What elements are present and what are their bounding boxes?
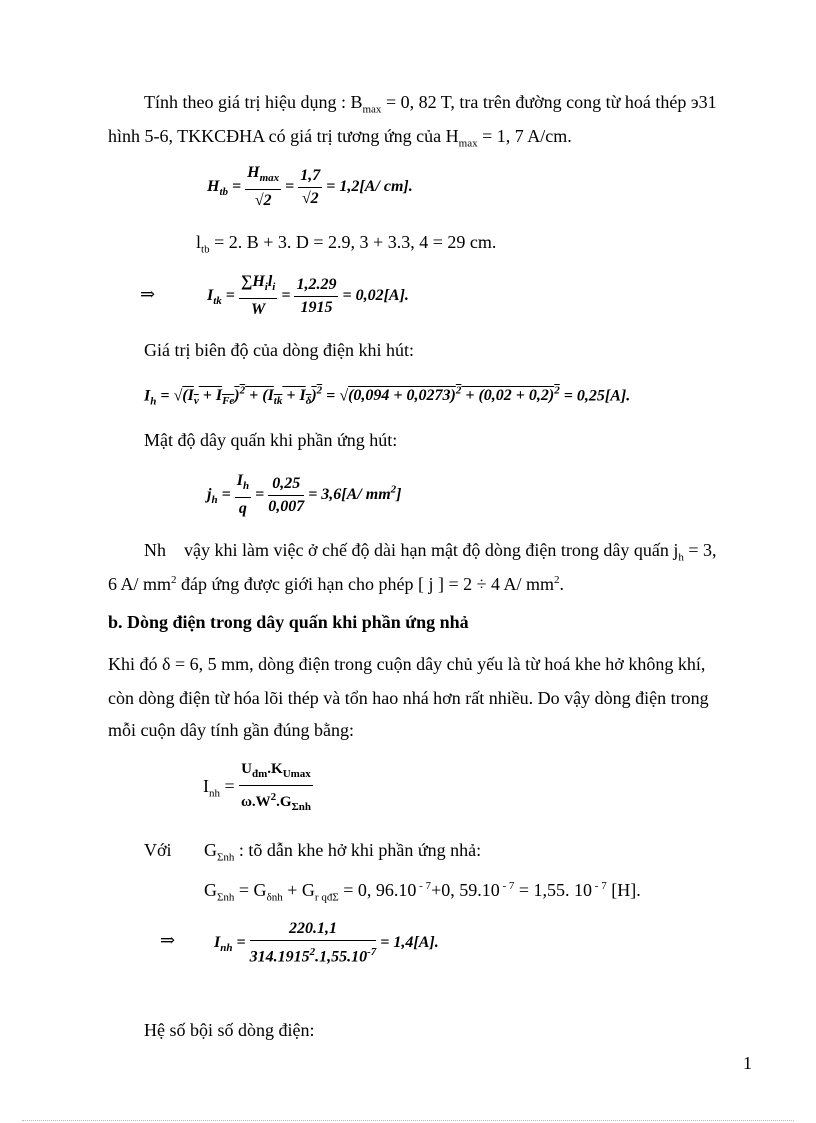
paragraph-line: 6 A/ $mm^2$ đáp ứng được giới hạn cho phép [ j ] = 2 ÷ 4 A/ $mm^2$.	[108, 574, 565, 594]
paragraph-line: mỗi cuộn dây tính gần đúng bằng:	[108, 720, 354, 740]
fraction: $\frac{I_h}{q}$	[236, 472, 250, 518]
paragraph-line: Nh vậy khi làm việc ở chế độ dài hạn mật độ dòng điện trong dây quấn $j_h = 3$,	[144, 540, 717, 564]
fraction: $\frac{1,2.29}{1915}$	[296, 275, 337, 316]
fraction: $\frac{\sum H_il_i}{W}$	[240, 273, 276, 319]
formula-i-nh-result: $I_{nh}$ = $\frac{220.1,1}{314.1915^2.1,55.10^{-7}}$ = 1,4[A].	[214, 918, 439, 968]
fraction: $\frac{220.1,1}{314.1915^2.1,55.10^{-7}}$	[249, 920, 377, 966]
footer-divider	[22, 1120, 794, 1121]
paragraph-line: Với	[144, 840, 172, 860]
formula-i-tk: $I_{tk}$ = $\frac{\sum H_il_i}{W}$ = $\frac{1,2.29}{1915}$ = 0,02[A].	[207, 271, 409, 321]
paragraph-line: Hệ số bội số dòng điện:	[144, 1020, 315, 1040]
paragraph-line: Mật độ dây quấn khi phần ứng hút:	[144, 430, 398, 450]
fraction: $\frac{0,25}{0,007}$	[268, 474, 305, 515]
formula-i-h: $I_h = √(I_v + I_{Fe})^2 + (I_{tk} + I_\delta)^2 = √(0,094 + 0,0273)^2 + (0,02 + 0,2)^2 = 0,25[A]$.	[144, 385, 631, 408]
fraction: $\frac{H_{max}}{√2}$	[247, 164, 280, 210]
implies-arrow: ⇒	[160, 930, 176, 950]
paragraph-line: $G_{\Sigma nh}$ : tõ dẫn khe hở khi phần ứng nhả:	[204, 840, 482, 864]
paragraph-line: còn dòng điện từ hóa lõi thép và tổn hao nhá hơn rất nhiều. Do vậy dòng điện trong	[108, 688, 709, 708]
paragraph-line: Khi đó δ = 6, 5 mm, dòng điện trong cuộn dây chủ yếu là từ hoá khe hở không khí,	[108, 654, 706, 674]
formula-h-tb: $H_{tb}$ = $\frac{H_{max}}{√2}$ = $\frac{1,7}{√2}$ = 1,2[A/ cm].	[207, 162, 413, 212]
section-heading: b. Dòng điện trong dây quấn khi phần ứng nhả	[108, 612, 469, 632]
implies-arrow: ⇒	[140, 284, 156, 304]
formula-i-nh: $I_{nh}$ = $\frac{U_{đm}.K_{Umax}}{\omega.W^2.G_{\Sigma nh}}$	[203, 758, 313, 818]
paragraph-line: hình 5-6, TKKCĐHA có giá trị tương ứng của $H_{max} = 1$, 7 A/cm.	[108, 126, 572, 150]
formula-l-tb: $l_{tb} = 2$. B + 3. D = 2.9, 3 + 3.3, 4 = 29 cm.	[196, 232, 497, 256]
page-number: 1	[743, 1053, 752, 1073]
formula-j-h: $j_h$ = $\frac{I_h}{q}$ = $\frac{0,25}{0,007}$ = 3,6[A/ $mm^2$]	[207, 470, 401, 520]
paragraph-line: Tính theo giá trị hiệu dụng : $B_{max} = 0$, 82 T, tra trên đường cong từ hoá thép э31	[144, 92, 717, 116]
fraction: $\frac{U_{đm}.K_{Umax}}{\omega.W^2.G_{\Sigma nh}}$	[239, 758, 313, 818]
fraction: $\frac{1,7}{√2}$	[300, 166, 321, 207]
paragraph-line: Giá trị biên độ của dòng điện khi hút:	[144, 340, 414, 360]
formula-g-nh: $G_{\Sigma nh} = G_{\delta nh} + G_{r qđ\Sigma} = 0$, 96.10 $^{- 7}$+0, 59.10 $^{- 7}$ = 1,55. 10 $^{- 7}$ [H].	[204, 880, 641, 904]
